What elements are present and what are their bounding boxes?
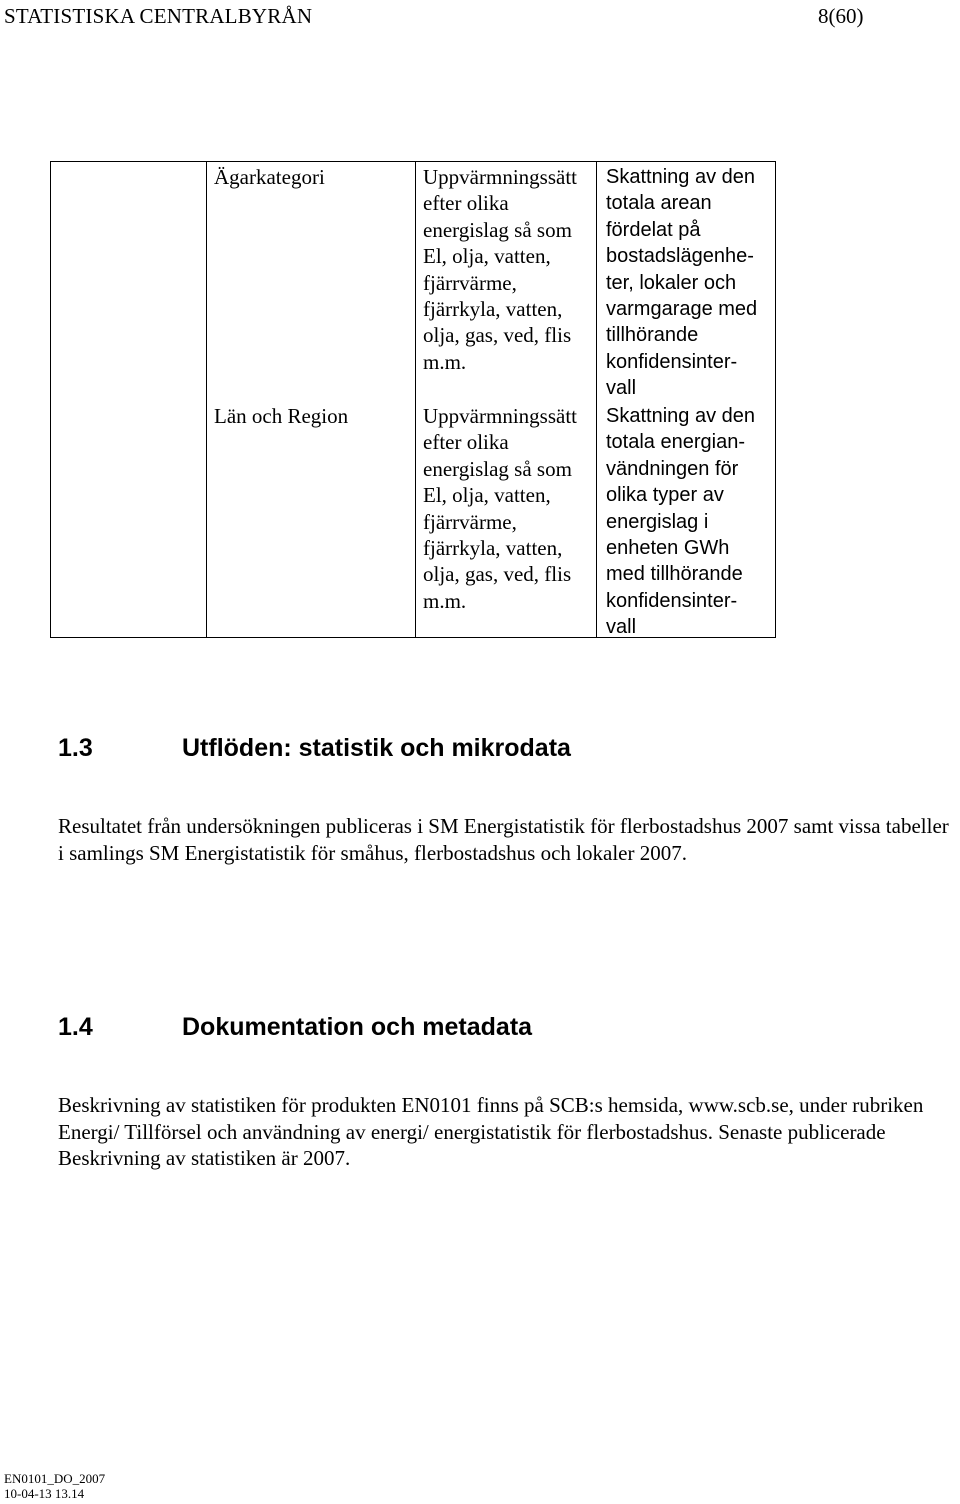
section-title: Utflöden: statistik och mikrodata — [182, 734, 571, 762]
table-cell-area-estimate: Skattning av den totala arean fördelat på bostadslägenhe- ter, lokaler och varmgarage med tillhörande konfidensinter- vall — [606, 166, 758, 400]
table-cell-county-region: Län och Region — [214, 404, 349, 428]
footer-doc-id: EN0101_DO_2007 — [4, 1471, 106, 1486]
section-paragraph: Beskrivning av statistiken för produkten EN0101 finns på SCB:s hemsida, www.scb.se, under rubriken Energi/ Tillförsel och användning av energi/ energistatistik för flerbostadshus. Senaste publicerade Beskrivning av statistiken är 2007. — [58, 1093, 924, 1171]
section-heading-1-4 — [58, 1013, 532, 1042]
page-number: 8(60) — [818, 4, 864, 28]
table-divider — [206, 162, 207, 637]
section-number: 1.4 — [58, 1013, 93, 1041]
section-title: Dokumentation och metadata — [182, 1013, 533, 1041]
section-paragraph: Resultatet från undersökningen publiceras i SM Energistatistik för flerbostadshus 2007 samt vissa tabeller i samlings SM Energistatistik för småhus, flerbostadshus och lokaler 2007. — [58, 814, 949, 865]
footer-date: 10-04-13 13.14 — [4, 1486, 85, 1501]
table-cell-owner-category: Ägarkategori — [214, 165, 325, 189]
page-header-title: STATISTISKA CENTRALBYRÅN — [4, 4, 313, 28]
table-cell-energy-estimate: Skattning av den totala energian- vändningen för olika typer av energislag i enheten GWh med tillhörande konfidensinter- vall — [606, 405, 755, 639]
table-cell-heating-method: Uppvärmningssätt efter olika energislag så som El, olja, vatten, fjärrvärme, fjärrkyla, vatten, olja, gas, ved, flis m.m. — [423, 404, 577, 613]
table-cell-heating-method: Uppvärmningssätt efter olika energislag så som El, olja, vatten, fjärrvärme, fjärrkyla, vatten, olja, gas, ved, flis m.m. — [423, 165, 577, 374]
section-number: 1.3 — [58, 734, 93, 762]
table-divider — [415, 162, 416, 637]
variables-table — [50, 161, 776, 638]
section-heading-1-3 — [58, 734, 571, 763]
table-divider — [596, 162, 597, 637]
